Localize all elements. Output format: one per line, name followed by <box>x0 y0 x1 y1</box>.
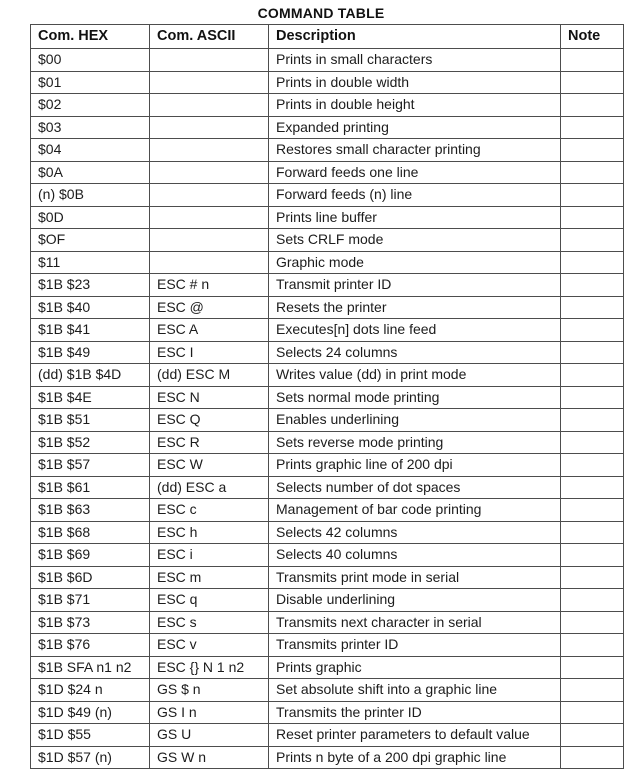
cell-description: Transmits next character in serial <box>269 611 561 634</box>
cell-note <box>561 611 624 634</box>
cell-hex: $02 <box>31 94 150 117</box>
cell-description: Prints n byte of a 200 dpi graphic line <box>269 746 561 769</box>
cell-hex: $1B $71 <box>31 589 150 612</box>
table-row <box>31 161 624 184</box>
table-row <box>31 724 624 747</box>
cell-note <box>561 71 624 94</box>
cell-note <box>561 476 624 499</box>
command-table <box>30 24 624 769</box>
cell-note <box>561 746 624 769</box>
cell-hex: $1B $61 <box>31 476 150 499</box>
cell-ascii: GS I n <box>150 701 269 724</box>
cell-hex: $1D $49 (n) <box>31 701 150 724</box>
cell-description: Writes value (dd) in print mode <box>269 364 561 387</box>
cell-hex: $1B $51 <box>31 409 150 432</box>
table-row <box>31 251 624 274</box>
cell-ascii <box>150 184 269 207</box>
table-row <box>31 746 624 769</box>
cell-ascii: ESC {} N 1 n2 <box>150 656 269 679</box>
table-row <box>31 49 624 72</box>
cell-ascii: (dd) ESC a <box>150 476 269 499</box>
cell-description: Resets the printer <box>269 296 561 319</box>
cell-note <box>561 386 624 409</box>
cell-note <box>561 499 624 522</box>
cell-ascii: ESC I <box>150 341 269 364</box>
cell-hex: $0D <box>31 206 150 229</box>
cell-note <box>561 364 624 387</box>
table-row <box>31 116 624 139</box>
column-header-hex: Com. HEX <box>31 25 150 49</box>
table-row <box>31 409 624 432</box>
cell-description: Forward feeds one line <box>269 161 561 184</box>
column-header-ascii: Com. ASCII <box>150 25 269 49</box>
cell-description: Prints graphic <box>269 656 561 679</box>
cell-ascii: ESC c <box>150 499 269 522</box>
cell-ascii: ESC s <box>150 611 269 634</box>
table-row <box>31 656 624 679</box>
cell-note <box>561 431 624 454</box>
cell-description: Forward feeds (n) line <box>269 184 561 207</box>
cell-ascii <box>150 161 269 184</box>
cell-hex: $1B $40 <box>31 296 150 319</box>
cell-note <box>561 116 624 139</box>
table-row <box>31 71 624 94</box>
table-row <box>31 319 624 342</box>
cell-description: Sets reverse mode printing <box>269 431 561 454</box>
table-row <box>31 364 624 387</box>
cell-ascii: ESC R <box>150 431 269 454</box>
cell-hex: $00 <box>31 49 150 72</box>
table-row <box>31 206 624 229</box>
cell-ascii: ESC N <box>150 386 269 409</box>
cell-note <box>561 139 624 162</box>
cell-ascii: ESC i <box>150 544 269 567</box>
table-row <box>31 94 624 117</box>
page-title: COMMAND TABLE <box>257 5 385 21</box>
cell-note <box>561 521 624 544</box>
cell-hex: $1D $57 (n) <box>31 746 150 769</box>
cell-note <box>561 656 624 679</box>
cell-description: Prints in small characters <box>269 49 561 72</box>
cell-description: Restores small character printing <box>269 139 561 162</box>
table-row <box>31 431 624 454</box>
cell-hex: $1B $6D <box>31 566 150 589</box>
cell-hex: $1B $23 <box>31 274 150 297</box>
cell-note <box>561 229 624 252</box>
cell-description: Management of bar code printing <box>269 499 561 522</box>
cell-hex: $1B $4E <box>31 386 150 409</box>
cell-hex: (dd) $1B $4D <box>31 364 150 387</box>
cell-ascii <box>150 94 269 117</box>
cell-description: Selects 40 columns <box>269 544 561 567</box>
table-row <box>31 634 624 657</box>
column-header-note: Note <box>561 25 624 49</box>
cell-description: Reset printer parameters to default value <box>269 724 561 747</box>
cell-hex: $0A <box>31 161 150 184</box>
cell-description: Disable underlining <box>269 589 561 612</box>
cell-note <box>561 184 624 207</box>
cell-ascii: ESC v <box>150 634 269 657</box>
cell-hex: $1B SFA n1 n2 <box>31 656 150 679</box>
cell-ascii <box>150 139 269 162</box>
table-row <box>31 701 624 724</box>
cell-ascii <box>150 229 269 252</box>
cell-description: Prints in double width <box>269 71 561 94</box>
cell-hex: $1B $76 <box>31 634 150 657</box>
cell-note <box>561 296 624 319</box>
command-table-body <box>31 49 624 769</box>
table-row <box>31 184 624 207</box>
cell-ascii: ESC @ <box>150 296 269 319</box>
cell-note <box>561 49 624 72</box>
cell-description: Expanded printing <box>269 116 561 139</box>
cell-ascii: ESC A <box>150 319 269 342</box>
table-row <box>31 611 624 634</box>
cell-ascii: ESC W <box>150 454 269 477</box>
cell-hex: $1B $49 <box>31 341 150 364</box>
cell-note <box>561 341 624 364</box>
table-row <box>31 589 624 612</box>
table-row <box>31 566 624 589</box>
table-row <box>31 341 624 364</box>
cell-description: Selects number of dot spaces <box>269 476 561 499</box>
table-row <box>31 229 624 252</box>
cell-ascii <box>150 71 269 94</box>
cell-note <box>561 319 624 342</box>
cell-description: Enables underlining <box>269 409 561 432</box>
cell-description: Set absolute shift into a graphic line <box>269 679 561 702</box>
cell-description: Transmit printer ID <box>269 274 561 297</box>
table-row <box>31 521 624 544</box>
cell-note <box>561 94 624 117</box>
cell-description: Prints line buffer <box>269 206 561 229</box>
table-row <box>31 679 624 702</box>
table-row <box>31 386 624 409</box>
cell-note <box>561 701 624 724</box>
cell-description: Prints in double height <box>269 94 561 117</box>
cell-note <box>561 724 624 747</box>
cell-ascii: (dd) ESC M <box>150 364 269 387</box>
cell-note <box>561 206 624 229</box>
cell-hex: $1B $57 <box>31 454 150 477</box>
cell-note <box>561 566 624 589</box>
table-row <box>31 476 624 499</box>
cell-description: Executes[n] dots line feed <box>269 319 561 342</box>
table-row <box>31 296 624 319</box>
cell-ascii: ESC q <box>150 589 269 612</box>
cell-note <box>561 409 624 432</box>
cell-note <box>561 161 624 184</box>
cell-description: Sets CRLF mode <box>269 229 561 252</box>
cell-hex: $1B $68 <box>31 521 150 544</box>
cell-hex: $01 <box>31 71 150 94</box>
cell-note <box>561 679 624 702</box>
cell-ascii: ESC Q <box>150 409 269 432</box>
cell-description: Selects 42 columns <box>269 521 561 544</box>
cell-note <box>561 454 624 477</box>
table-row <box>31 544 624 567</box>
cell-hex: $OF <box>31 229 150 252</box>
cell-hex: (n) $0B <box>31 184 150 207</box>
cell-ascii: ESC m <box>150 566 269 589</box>
cell-hex: $1B $41 <box>31 319 150 342</box>
cell-ascii: GS $ n <box>150 679 269 702</box>
cell-note <box>561 589 624 612</box>
cell-hex: $1D $24 n <box>31 679 150 702</box>
cell-ascii <box>150 116 269 139</box>
cell-hex: $1B $69 <box>31 544 150 567</box>
cell-note <box>561 544 624 567</box>
cell-hex: $03 <box>31 116 150 139</box>
column-header-description: Description <box>269 25 561 49</box>
cell-note <box>561 251 624 274</box>
cell-hex: $04 <box>31 139 150 162</box>
cell-description: Prints graphic line of 200 dpi <box>269 454 561 477</box>
cell-hex: $1B $63 <box>31 499 150 522</box>
cell-description: Graphic mode <box>269 251 561 274</box>
cell-description: Transmits print mode in serial <box>269 566 561 589</box>
cell-hex: $1B $52 <box>31 431 150 454</box>
cell-ascii: GS U <box>150 724 269 747</box>
cell-ascii: GS W n <box>150 746 269 769</box>
cell-hex: $1B $73 <box>31 611 150 634</box>
cell-hex: $11 <box>31 251 150 274</box>
cell-note <box>561 634 624 657</box>
table-row <box>31 139 624 162</box>
cell-note <box>561 274 624 297</box>
cell-ascii: ESC h <box>150 521 269 544</box>
cell-description: Sets normal mode printing <box>269 386 561 409</box>
cell-hex: $1D $55 <box>31 724 150 747</box>
table-row <box>31 454 624 477</box>
cell-ascii <box>150 206 269 229</box>
cell-description: Selects 24 columns <box>269 341 561 364</box>
cell-description: Transmits the printer ID <box>269 701 561 724</box>
table-row <box>31 274 624 297</box>
table-row <box>31 499 624 522</box>
cell-description: Transmits printer ID <box>269 634 561 657</box>
cell-ascii <box>150 251 269 274</box>
cell-ascii: ESC # n <box>150 274 269 297</box>
cell-ascii <box>150 49 269 72</box>
header-row <box>31 25 624 49</box>
